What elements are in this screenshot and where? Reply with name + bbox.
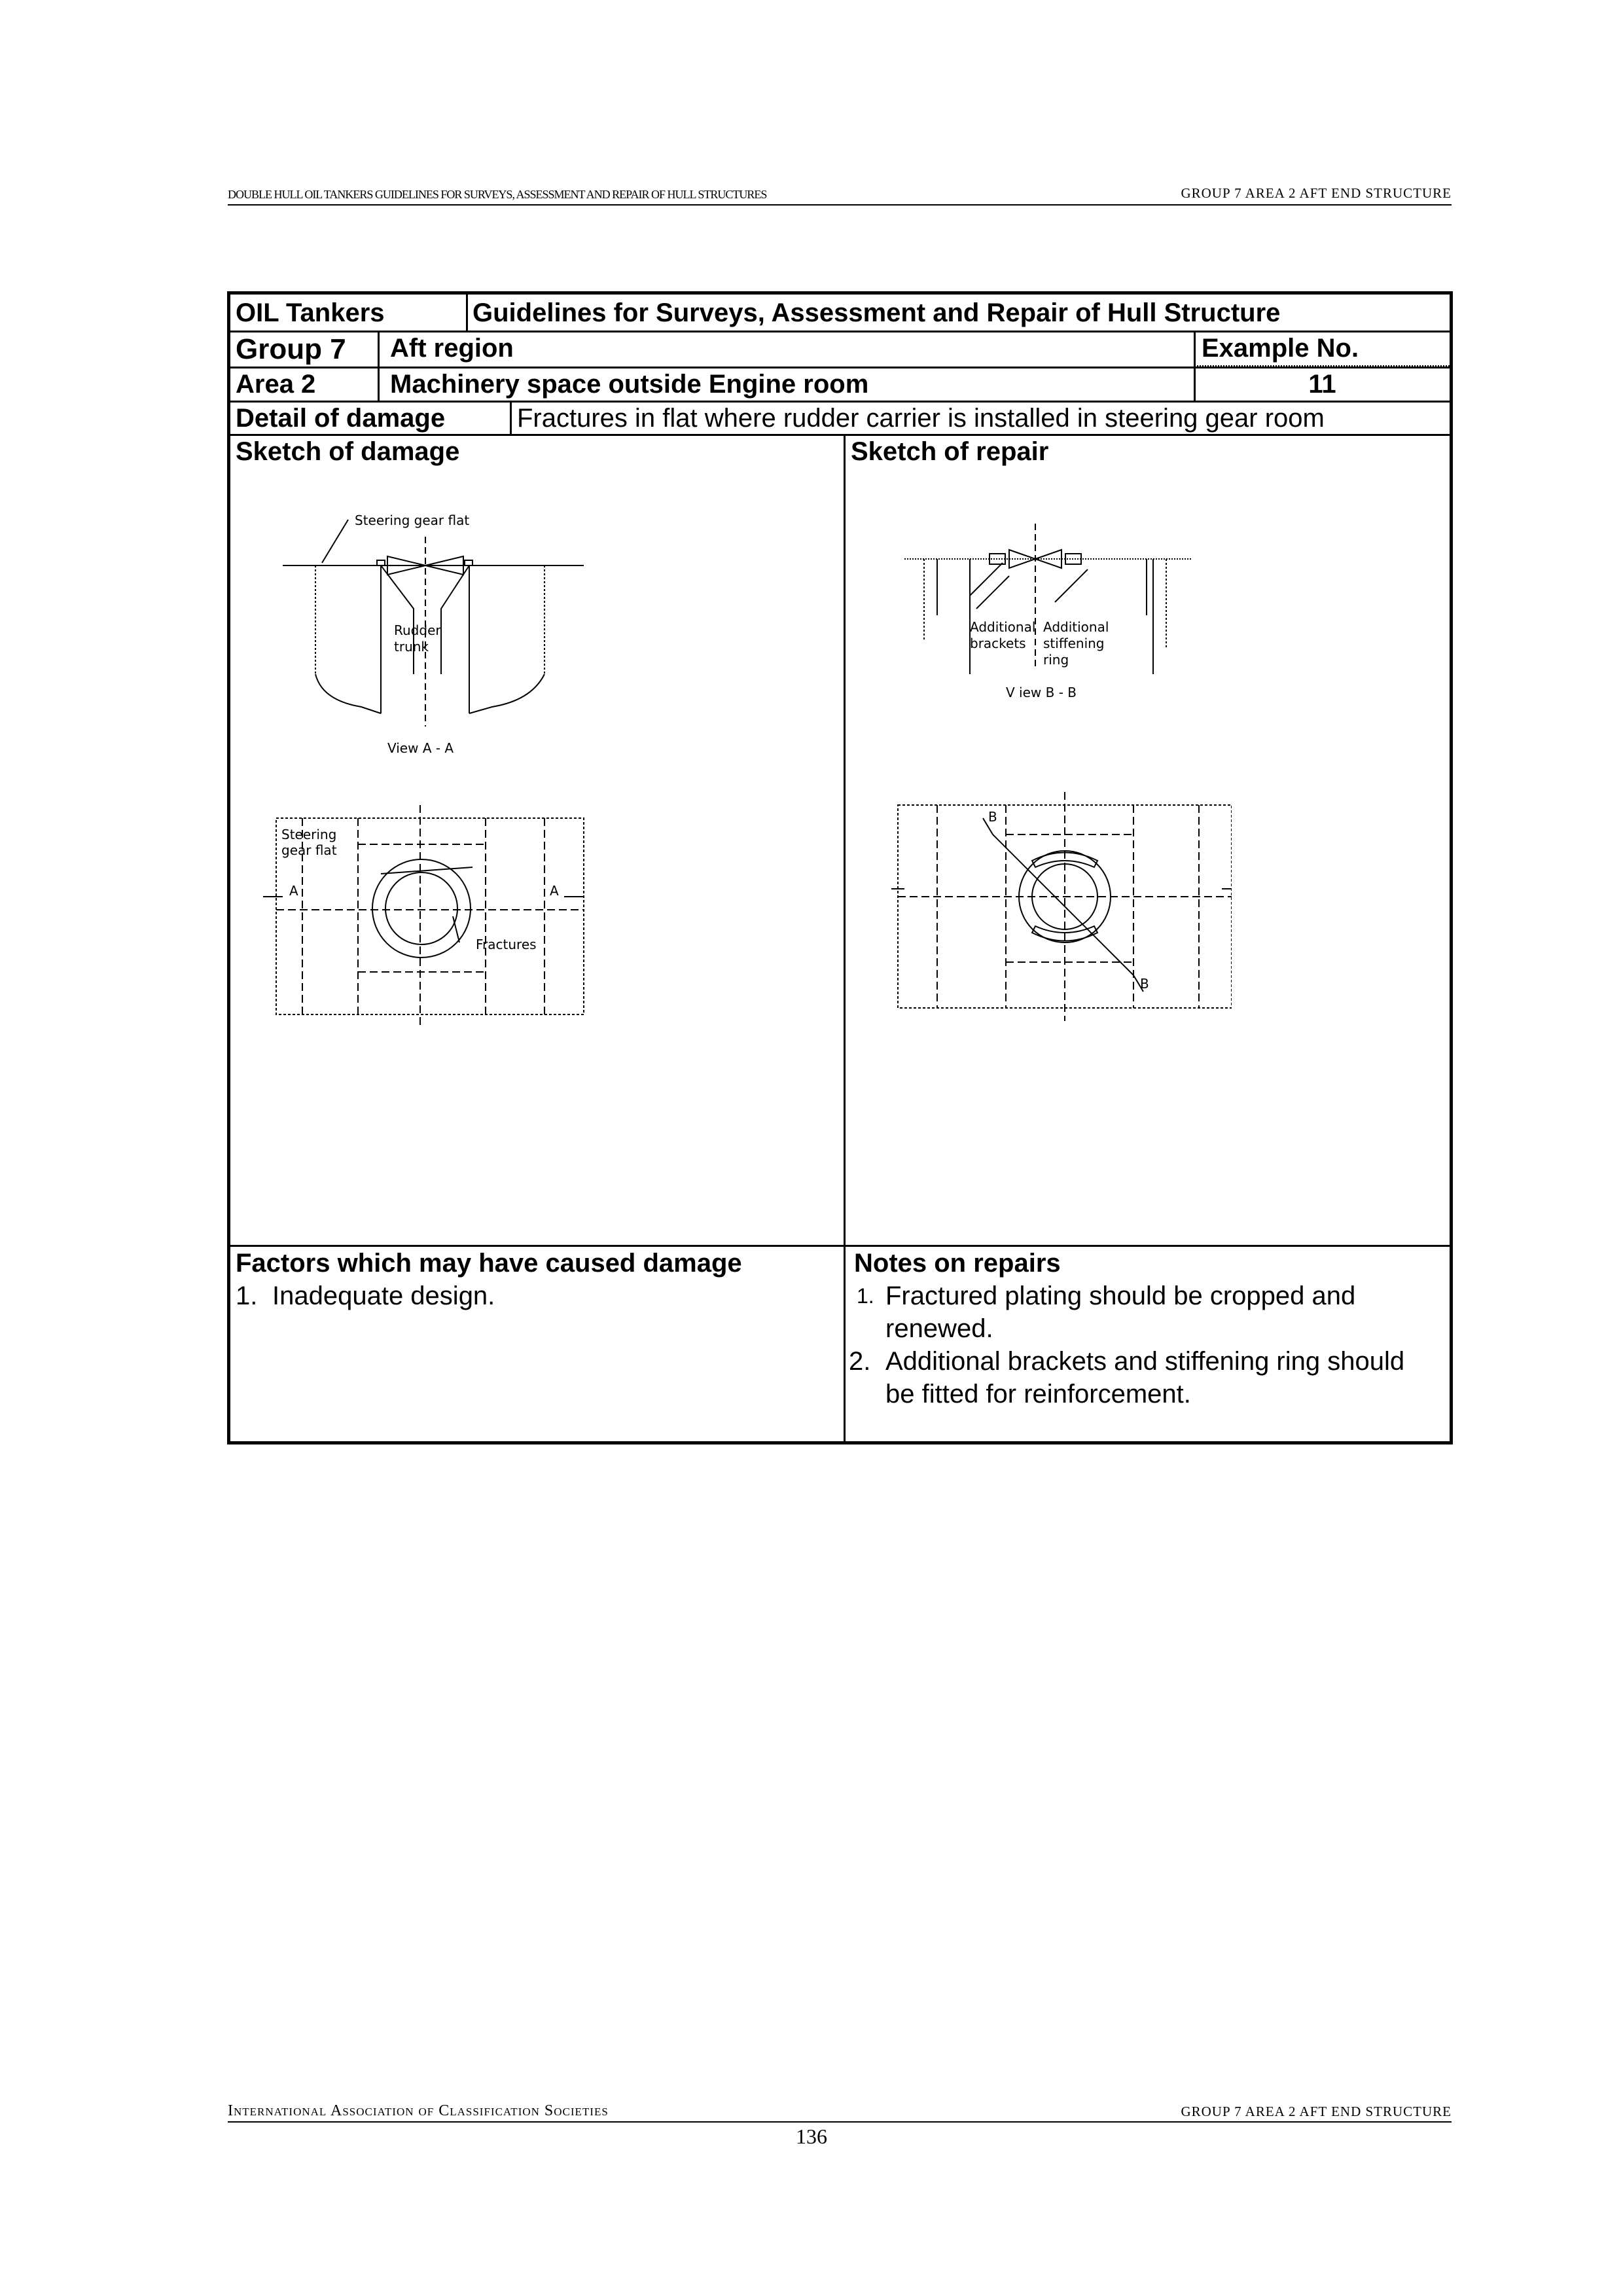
damage-sheet (227, 291, 1453, 1444)
label-additional-brackets-1: Additional (970, 619, 1036, 635)
label-rudder: Rudder (394, 622, 441, 638)
running-header (228, 183, 1452, 206)
running-header-section: GROUP 7 AREA 2 AFT END STRUCTURE (1181, 185, 1452, 201)
label-trunk: trunk (394, 639, 429, 655)
note-item (849, 1345, 1425, 1410)
guideline-title: Guidelines for Surveys, Assessment and Repair of Hull Structure (473, 298, 1281, 327)
section-mark-bottom: B (1140, 976, 1149, 992)
section-mark-top: B (988, 809, 997, 825)
section-mark-right: A (550, 883, 559, 899)
ship-type: OIL Tankers (236, 298, 385, 327)
row-divider (230, 1245, 1450, 1247)
sketch-damage-label: Sketch of damage (236, 437, 460, 466)
note-item (849, 1280, 1425, 1345)
page-number: 136 (796, 2125, 827, 2148)
factor-text: Inadequate design. (272, 1282, 495, 1310)
factor-item (236, 1280, 825, 1312)
damage-sketch (257, 511, 623, 1047)
factors-list (236, 1280, 825, 1312)
label-brackets: brackets (970, 636, 1026, 651)
label-plan-gear-flat: gear flat (281, 842, 337, 858)
area-description: Machinery space outside Engine room (390, 370, 869, 399)
note-text: Additional brackets and stiffening ring should be fitted for reinforcement. (885, 1347, 1405, 1408)
notes-list (849, 1280, 1425, 1410)
running-header-title: DOUBLE HULL OIL TANKERS GUIDELINES FOR SURVEYS, ASSESSMENT AND REPAIR OF HULL STRUCTURES (228, 188, 767, 201)
label-view-a-a: View A - A (387, 740, 454, 756)
note-number: 1. (857, 1284, 874, 1308)
example-label: Example No. (1202, 334, 1359, 363)
label-view-b-b: V iew B - B (1006, 685, 1077, 700)
label-stiffening: stiffening (1043, 636, 1105, 651)
label-steering-gear-flat: Steering gear flat (355, 512, 470, 528)
group-region: Aft region (390, 334, 514, 363)
section-mark-left: A (289, 883, 298, 899)
label-additional-stiffening-1: Additional (1043, 619, 1109, 635)
group-label: Group 7 (236, 333, 346, 365)
col-divider (844, 434, 846, 1444)
detail-text: Fractures in flat where rudder carrier is installed in steering gear room (517, 404, 1325, 433)
sketch-repair-label: Sketch of repair (851, 437, 1049, 466)
page-footer (228, 2098, 1452, 2123)
detail-label: Detail of damage (236, 404, 446, 433)
col-divider (378, 331, 380, 401)
note-number: 2. (849, 1347, 871, 1376)
repair-sketch (891, 504, 1232, 1028)
note-text: Fractured plating should be cropped and renewed. (885, 1282, 1356, 1343)
example-number: 11 (1308, 370, 1336, 399)
footer-section: GROUP 7 AREA 2 AFT END STRUCTURE (1181, 2104, 1452, 2119)
notes-label: Notes on repairs (854, 1249, 1061, 1278)
example-dotted-rule (1194, 365, 1450, 367)
label-plan-steering: Steering (281, 827, 337, 842)
label-fractures: Fractures (476, 937, 537, 952)
factor-number: 1. (236, 1282, 258, 1310)
area-label: Area 2 (236, 370, 316, 399)
factors-label: Factors which may have caused damage (236, 1249, 742, 1278)
label-ring: ring (1043, 652, 1069, 668)
footer-organization: International Association of Classification Societies (228, 2102, 609, 2119)
